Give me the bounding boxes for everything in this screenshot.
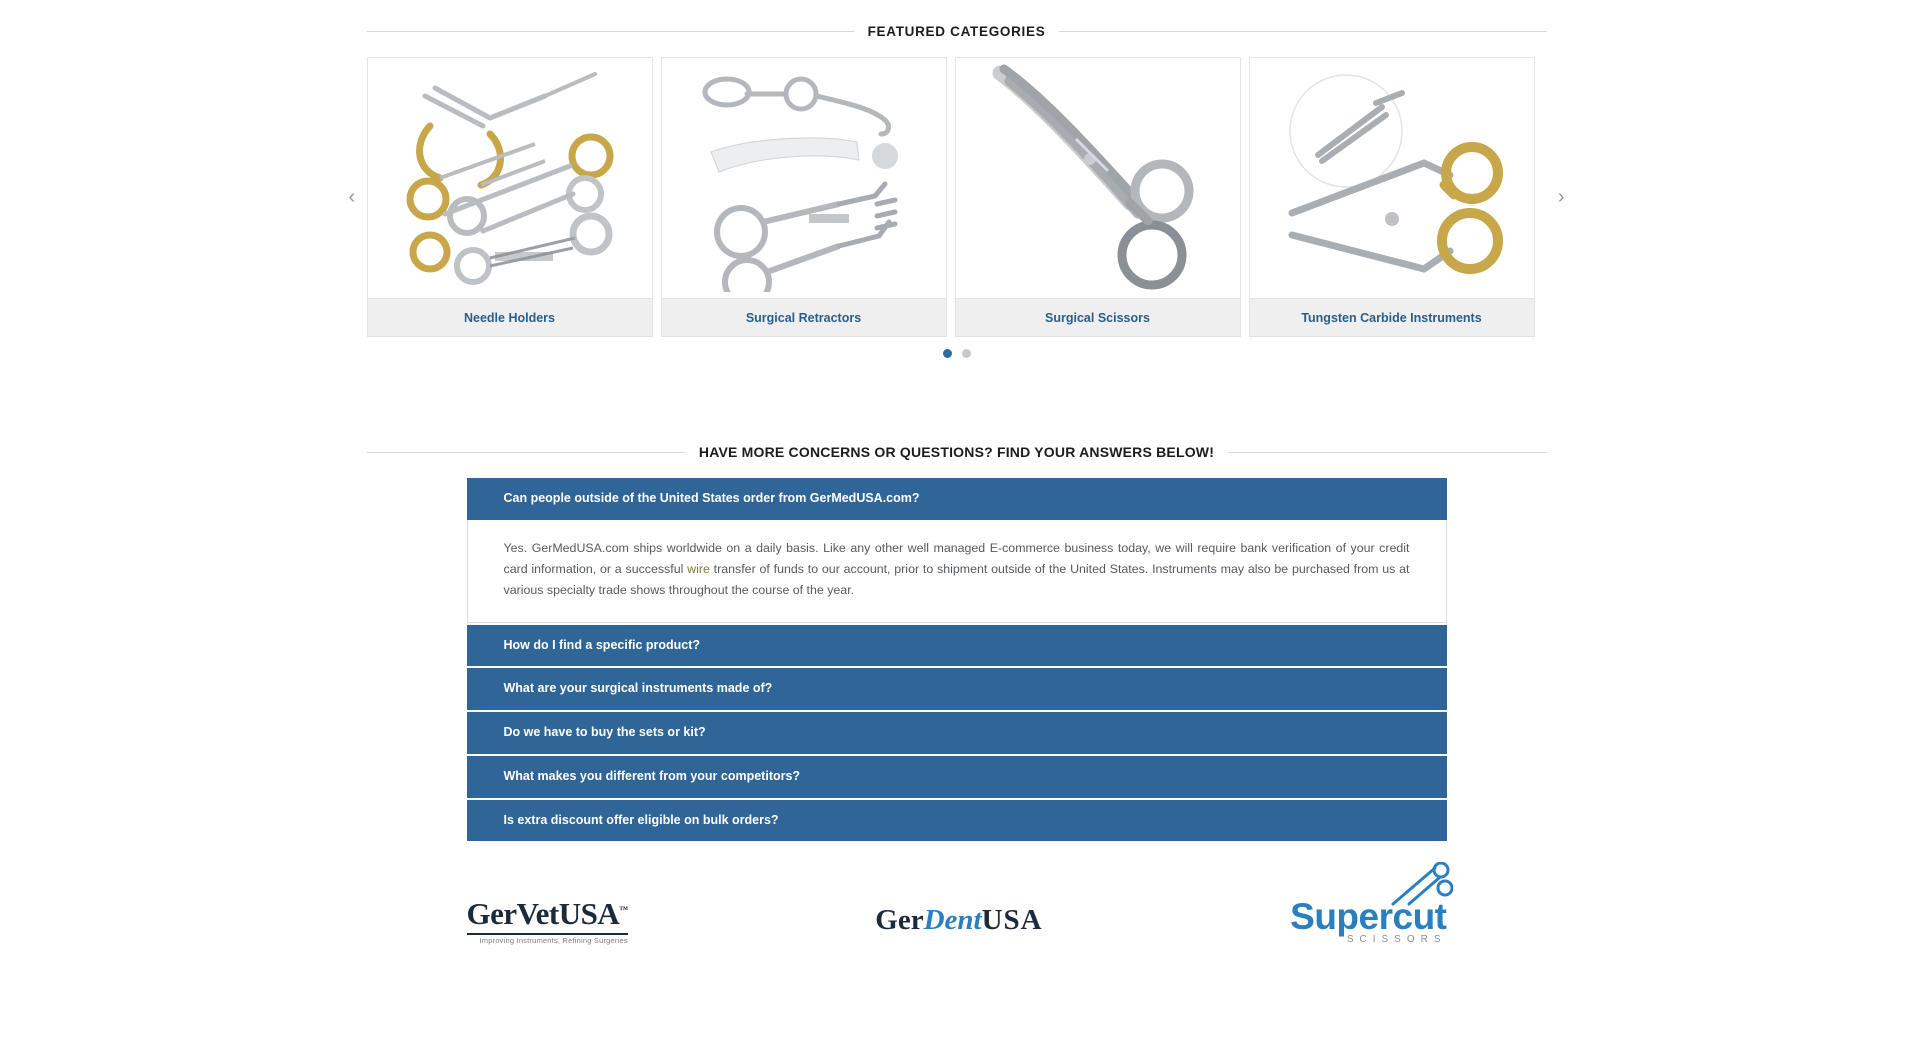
logo-gerdent-usa[interactable] (875, 885, 1042, 955)
faq-item (467, 625, 1447, 667)
category-card[interactable] (661, 57, 947, 337)
faq-item (467, 712, 1447, 754)
category-card[interactable] (955, 57, 1241, 337)
category-label[interactable]: Surgical Retractors (662, 298, 946, 336)
faq-rule-right (1228, 452, 1546, 453)
scissors-icon (1383, 862, 1453, 908)
gervet-tagline: Improving Instruments, Refining Surgeries (479, 935, 628, 945)
carousel-prev-icon[interactable]: ‹ (348, 186, 356, 208)
gerdent-text-dent: Dent (923, 903, 982, 936)
faq-heading: HAVE MORE CONCERNS OR QUESTIONS? FIND YOUR ANSWERS BELOW! (698, 444, 1215, 460)
faq-answer-text-1: Yes. GerMedUSA.com ships worldwide on a daily basis. Like any other well managed E-commerce business today, we will require bank verification of your credit card information, or a successful (503, 540, 1410, 577)
gerdent-text-usa: USA (981, 903, 1043, 936)
category-image-surgical-scissors (956, 58, 1240, 298)
trademark-icon: ™ (619, 904, 628, 915)
logo-gervet-usa[interactable] (467, 885, 628, 955)
faq-question[interactable]: Do we have to buy the sets or kit? (467, 712, 1447, 754)
supercut-text-sub: SCISSORS (1346, 933, 1447, 945)
heading-rule-right (1059, 31, 1546, 32)
brand-logo-row (467, 885, 1447, 955)
category-carousel (348, 57, 1565, 337)
faq-answer-link[interactable]: wire (687, 562, 710, 577)
faq-question[interactable]: What makes you different from your competitors? (467, 756, 1447, 798)
gervet-underline (467, 933, 628, 935)
faq-answer (467, 520, 1447, 623)
featured-heading: FEATURED CATEGORIES (867, 24, 1046, 39)
faq-item (467, 478, 1447, 623)
category-label[interactable]: Tungsten Carbide Instruments (1250, 298, 1534, 336)
faq-accordion (467, 478, 1447, 841)
faq-question[interactable]: Is extra discount offer eligible on bulk orders? (467, 800, 1447, 842)
faq-question[interactable]: What are your surgical instruments made of? (467, 668, 1447, 710)
faq-item (467, 756, 1447, 798)
category-image-needle-holders (368, 58, 652, 298)
faq-answer-text-2: transfer of funds to our account, prior to shipment outside of the United States. Instruments may also be purchased from us at various specialty trade shows throughout the course of the year. (503, 562, 1410, 598)
category-image-tungsten-carbide (1250, 58, 1534, 298)
gervet-text-main: GerVet (466, 895, 559, 931)
faq-item (467, 800, 1447, 842)
category-label[interactable]: Needle Holders (368, 298, 652, 336)
category-label[interactable]: Surgical Scissors (956, 298, 1240, 336)
carousel-dots (367, 349, 1547, 358)
category-card[interactable] (1249, 57, 1535, 337)
supercut-text-main: Supercut (1290, 895, 1447, 937)
carousel-next-icon[interactable]: › (1557, 186, 1565, 208)
category-card[interactable] (367, 57, 653, 337)
logo-supercut-scissors[interactable] (1290, 885, 1446, 955)
carousel-dot-1[interactable] (943, 349, 952, 358)
gervet-text-bold: USA (558, 895, 620, 931)
gerdent-text-ger: Ger (875, 903, 924, 936)
heading-rule-left (367, 31, 854, 32)
faq-section (0, 444, 1913, 841)
featured-categories-section (0, 0, 1913, 358)
category-image-surgical-retractors (662, 58, 946, 298)
faq-question[interactable]: How do I find a specific product? (467, 625, 1447, 667)
faq-heading-row (367, 444, 1547, 460)
faq-rule-left (367, 452, 685, 453)
faq-item (467, 668, 1447, 710)
carousel-dot-2[interactable] (962, 349, 971, 358)
faq-question[interactable]: Can people outside of the United States order from GerMedUSA.com? (467, 478, 1447, 520)
featured-heading-row (367, 24, 1547, 39)
